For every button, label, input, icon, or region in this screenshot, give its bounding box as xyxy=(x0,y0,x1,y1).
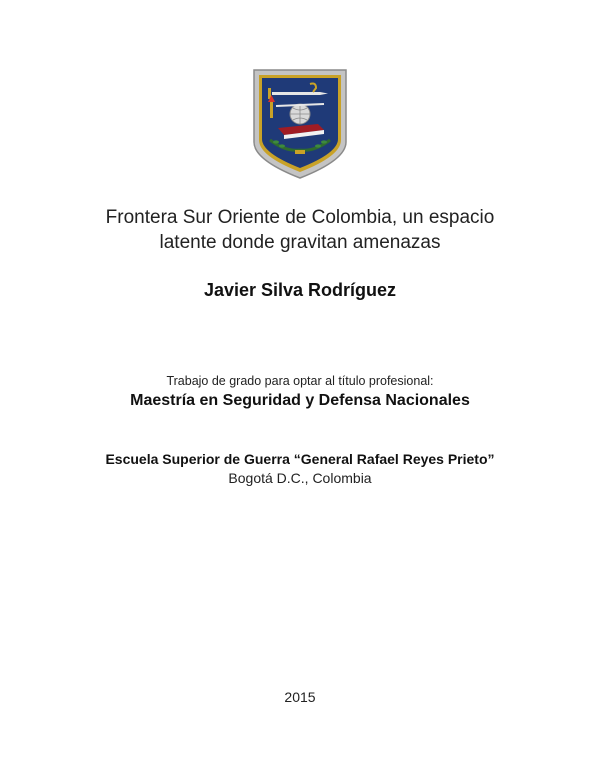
publication-year: 2015 xyxy=(284,689,316,705)
thesis-title-line-2: latente donde gravitan amenazas xyxy=(159,232,441,253)
school-crest-icon xyxy=(252,68,348,180)
crest-graphic xyxy=(252,68,348,180)
institution-location: Bogotá D.C., Colombia xyxy=(228,470,372,486)
thesis-title xyxy=(0,205,600,255)
degree-name: Maestría en Seguridad y Defensa Nacionales xyxy=(130,392,470,409)
degree-label: Trabajo de grado para optar al título profesional: xyxy=(166,374,434,388)
author-name: Javier Silva Rodríguez xyxy=(203,280,397,300)
thesis-title-line-1: Frontera Sur Oriente de Colombia, un espacio xyxy=(105,207,495,228)
institution-name: Escuela Superior de Guerra “General Rafael Reyes Prieto” xyxy=(105,451,495,467)
